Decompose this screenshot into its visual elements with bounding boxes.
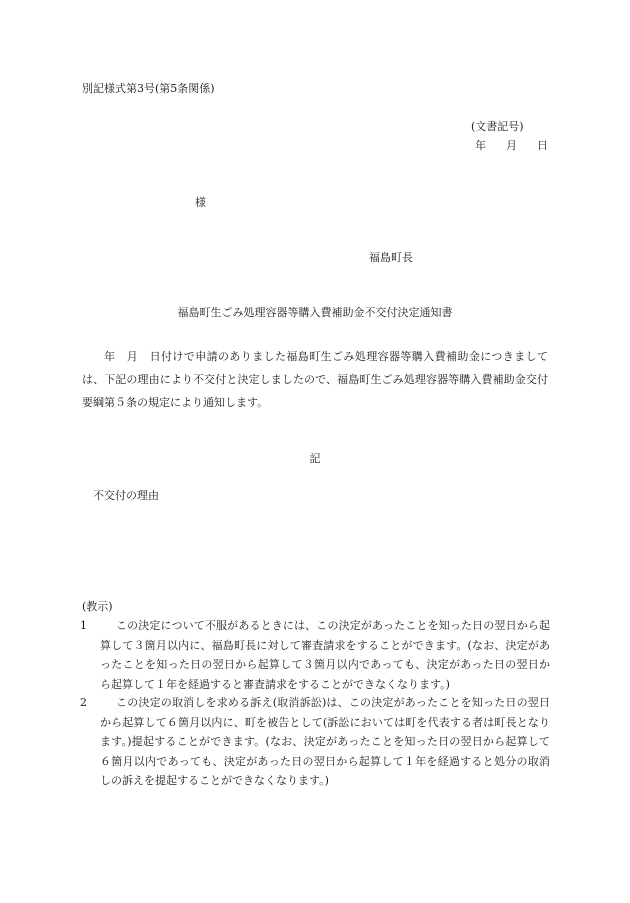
form-header: 別記様式第3号(第5条関係) <box>82 82 215 95</box>
date-line <box>475 137 548 153</box>
document-title: 福島町生ごみ処理容器等購入費補助金不交付決定通知書 <box>177 306 453 319</box>
addressee-suffix: 様 <box>195 196 206 209</box>
reason-label: 不交付の理由 <box>93 489 159 502</box>
notice-number: 2 <box>80 696 87 709</box>
date-year: 年 <box>475 139 486 152</box>
body-text: 年 月 日付けで申請のありました福島町生ごみ処理容器等購入費補助金につきましては、下記の理由により不交付と決定しましたので、福島町生ごみ処理容器等購入費補助金交付要綱第５条の規定により通知します。 <box>82 350 548 409</box>
notice-item-2 <box>80 693 550 791</box>
sender: 福島町長 <box>369 251 413 264</box>
notice-number: 1 <box>80 619 87 632</box>
date-day: 日 <box>537 139 548 152</box>
date-month: 月 <box>506 139 517 152</box>
kyoji-label: (教示) <box>82 600 113 613</box>
document-number: (文書記号) <box>471 120 524 133</box>
notice-text: この決定の取消しを求める訴え(取消訴訟)は、この決定があったことを知った日の翌日から起算して６箇月以内に、町を被告として(訴訟においては町を代表する者は町長となります。)提起することができます。(なお、決定があったことを知った日の翌日から起算して６箇月以内であっても、決定があった日の翌日から起算して１年を経過すると処分の取消しの訴えを提起することができなくなります。) <box>100 696 550 787</box>
ki-heading: 記 <box>309 452 321 465</box>
notice-item-1 <box>80 616 550 694</box>
notice-text: この決定について不服があるときには、この決定があったことを知った日の翌日から起算して３箇月以内に、福島町長に対して審査請求をすることができます。(なお、決定があったことを知った日の翌日から起算して３箇月以内であっても、決定があった日の翌日から起算して１年を経過すると審査請求をすることができなくなります。) <box>100 619 550 691</box>
